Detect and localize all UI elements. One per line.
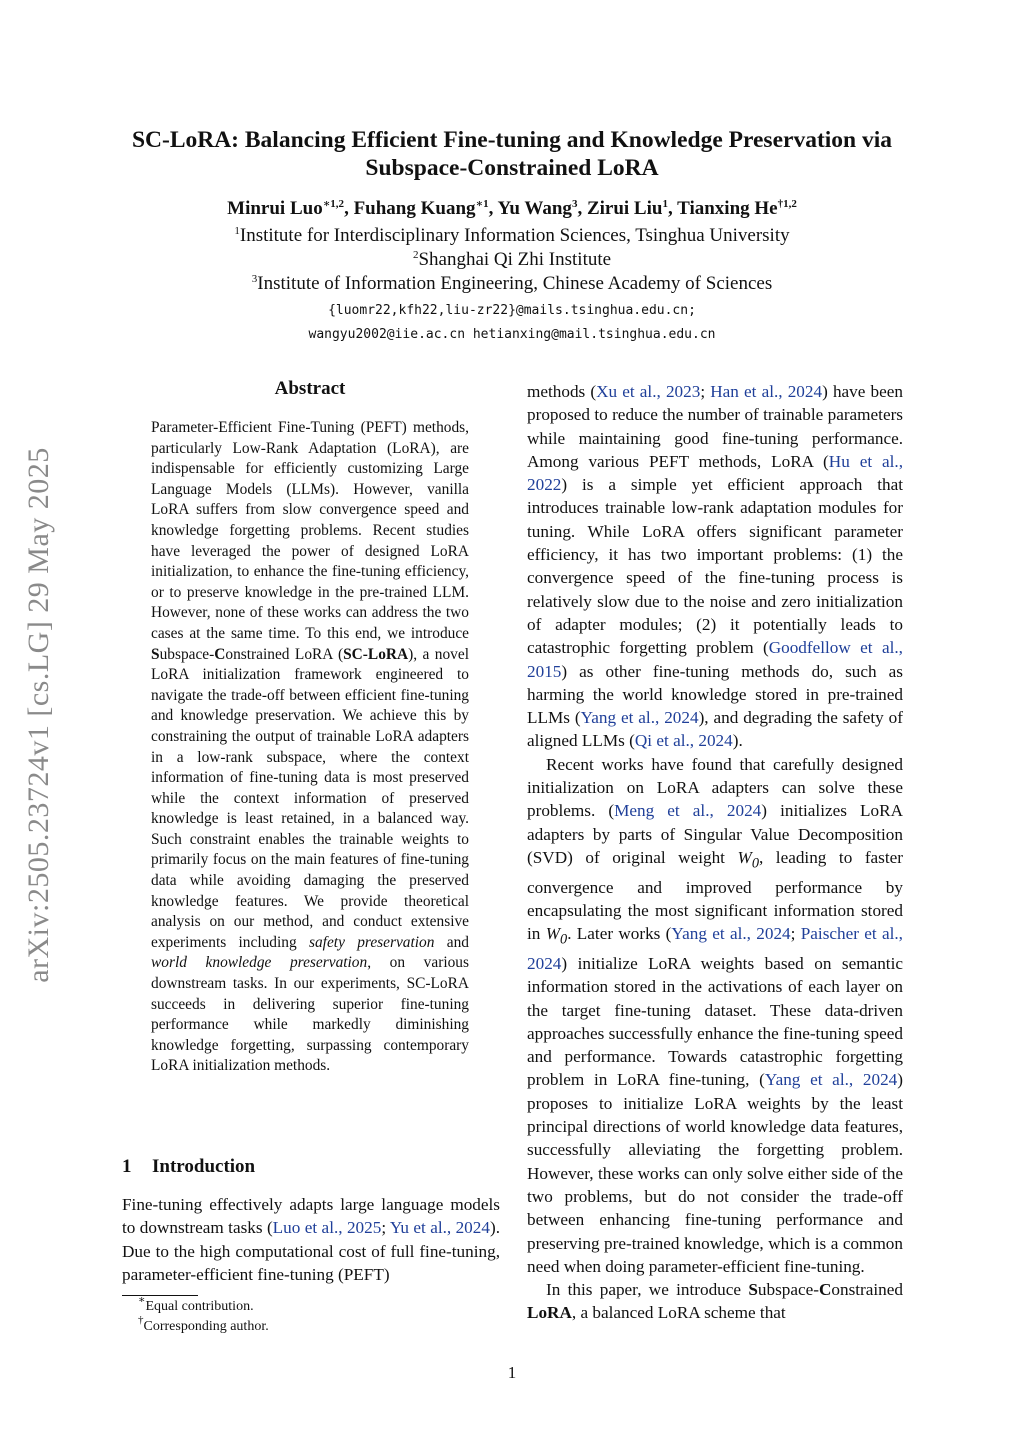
affiliation: $^1$Institute for Interdisciplinary Information Sciences, Tsinghua University (234, 225, 790, 246)
right-column (527, 380, 903, 1325)
intro-paragraph: Fine-tuning effectively adapts large language models to downstream tasks (Luo et al., 2025; Yu et al., 2024). Due to the high computational cost of full fine-tuning, parameter-efficient fine-tuning (PEFT) (122, 1195, 500, 1285)
footnote: †Corresponding author. (138, 1313, 269, 1334)
paragraph: In this paper, we introduce Subspace-Constrained LoRA, a balanced LoRA scheme that (527, 1280, 903, 1323)
paragraph: methods (Xu et al., 2023; Han et al., 2024) have been proposed to reduce the number of trainable parameters while maintaining good fine-tuning performance. Among various PEFT methods, LoRA (Hu et al., 2022) is a simple yet efficient approach that introduces trainable low-rank adaptation modules for tuning. While LoRA offers significant parameter efficiency, it has two important problems: (1) the convergence speed of the fine-tuning process is relatively slow due to the noise and zero initialization of adapter modules; (2) it potentially leads to catastrophic forgetting problem (Goodfellow et al., 2015) as other fine-tuning methods do, such as harming the world knowledge stored in pre-trained LLMs (Yang et al., 2024), and degrading the safety of aligned LLMs (Qi et al., 2024). (527, 382, 903, 751)
title-line-1: SC-LoRA: Balancing Efficient Fine-tuning and Knowledge Preservation via (131, 127, 893, 153)
paragraph: Recent works have found that carefully designed initialization on LoRA adapters can solve these problems. (Meng et al., 2024) initializes LoRA adapters by parts of Singular Value Decomposition (SVD) of original weight $W_0$, leading to faster convergence and improved performance by encapsulating the most significant information stored in $W_0$. Later works (Yang et al., 2024; Paischer et al., 2024) initialize LoRA weights based on semantic information stored in the activations of each layer on the target fine-tuning dataset. These data-driven approaches successfully enhance the fine-tuning speed and performance. Towards catastrophic forgetting problem in LoRA fine-tuning, (Yang et al., 2024) proposes to initialize LoRA weights by the least principal directions of world knowledge data features, successfully alleviating the forgetting problem. However, these works can only solve either side of the two problems, but do not consider the trade-off between enhancing fine-tuning performance and preserving pre-trained knowledge, which is a common need when doing parameter-efficient fine-tuning. (527, 754, 903, 1276)
citation-link[interactable]: Qi et al., 2024 (634, 731, 733, 751)
author: Fuhang Kuang$^{∗1}$, (353, 198, 498, 219)
citation-link[interactable]: Yu et al., 2024 (389, 1218, 490, 1238)
math-weight: $W_0$ (737, 847, 759, 872)
affiliation: $^2$Shanghai Qi Zhi Institute (412, 249, 612, 270)
footnotes (138, 1294, 269, 1336)
footnote-rule (122, 1295, 198, 1296)
abstract-body: Parameter-Efficient Fine-Tuning (PEFT) methods, particularly Low-Rank Adaptation (LoRA), are indispensable for efficiently customizing Large Language Models (LLMs). However, vanilla LoRA suffers from slow convergence speed and knowledge forgetting problems. Recent studies have leveraged the power of designed LoRA initialization, to enhance the fine-tuning efficiency, or to preserve knowledge in the pre-trained LLM. However, none of these works can address the two cases at the same time. To this end, we introduce Subspace-Constrained LoRA (SC-LoRA), a novel LoRA initialization framework engineered to navigate the trade-off between efficient fine-tuning and knowledge preservation. We achieve this by constraining the output of trainable LoRA adapters in a low-rank subspace, where the context information of fine-tuning data is most preserved while the context information of preserved knowledge is least retained, in a balanced way. Such constraint enables the trainable weights to primarily focus on the main features of fine-tuning data while avoiding damaging the preserved knowledge features. We provide theoretical analysis on our method, and conduct extensive experiments including safety preservation and world knowledge preservation, on various downstream tasks. In our experiments, SC-LoRA succeeds in delivering superior fine-tuning performance while markedly diminishing knowledge forgetting, surpassing contemporary LoRA initialization methods. (151, 419, 469, 1075)
arxiv-sidebar (14, 390, 64, 1040)
citation-link[interactable]: Paischer et al., 2024 (527, 924, 903, 973)
section-heading-introduction: 1 Introduction (122, 1156, 256, 1177)
arxiv-identifier: arXiv:2505.23724v1 [cs.LG] 29 May 2025 (22, 447, 55, 983)
affiliation: $^3$Institute of Information Engineering, Chinese Academy of Sciences (251, 273, 773, 294)
math-weight: $W_0$ (545, 924, 568, 948)
author-list (60, 198, 964, 220)
citation-link[interactable]: Yang et al., 2024 (671, 924, 791, 944)
citation-link[interactable]: Yang et al., 2024 (580, 708, 699, 728)
email-line-2: wangyu2002@iie.ac.cn hetianxing@mail.tsinghua.edu.cn (308, 327, 716, 342)
citation-link[interactable]: Hu et al., 2022 (527, 451, 903, 495)
paper-title (60, 126, 964, 182)
author: Yu Wang$^3$, (497, 198, 587, 219)
citation-link[interactable]: Goodfellow et al., 2015 (527, 638, 903, 681)
page-number: 1 (507, 1363, 517, 1382)
abstract-heading: Abstract (274, 378, 346, 399)
author: Zirui Liu$^1$, (586, 198, 678, 219)
title-line-2: Subspace-Constrained LoRA (365, 155, 659, 181)
citation-link[interactable]: Meng et al., 2024 (614, 801, 762, 821)
citation-link[interactable]: Yang et al., 2024 (764, 1070, 898, 1090)
footnote: ∗Equal contribution. (138, 1294, 254, 1314)
author: Minrui Luo$^{∗1,2}$, (227, 198, 354, 219)
citation-link[interactable]: Luo et al., 2025 (272, 1218, 382, 1238)
email-line-1: {luomr22,kfh22,liu-zr22}@mails.tsinghua.edu.cn; (328, 303, 696, 318)
author: Tianxing He$^{\dagger 1,2}$ (677, 198, 797, 219)
citation-link[interactable]: Han et al., 2024 (710, 382, 823, 401)
citation-link[interactable]: Xu et al., 2023 (596, 382, 701, 401)
